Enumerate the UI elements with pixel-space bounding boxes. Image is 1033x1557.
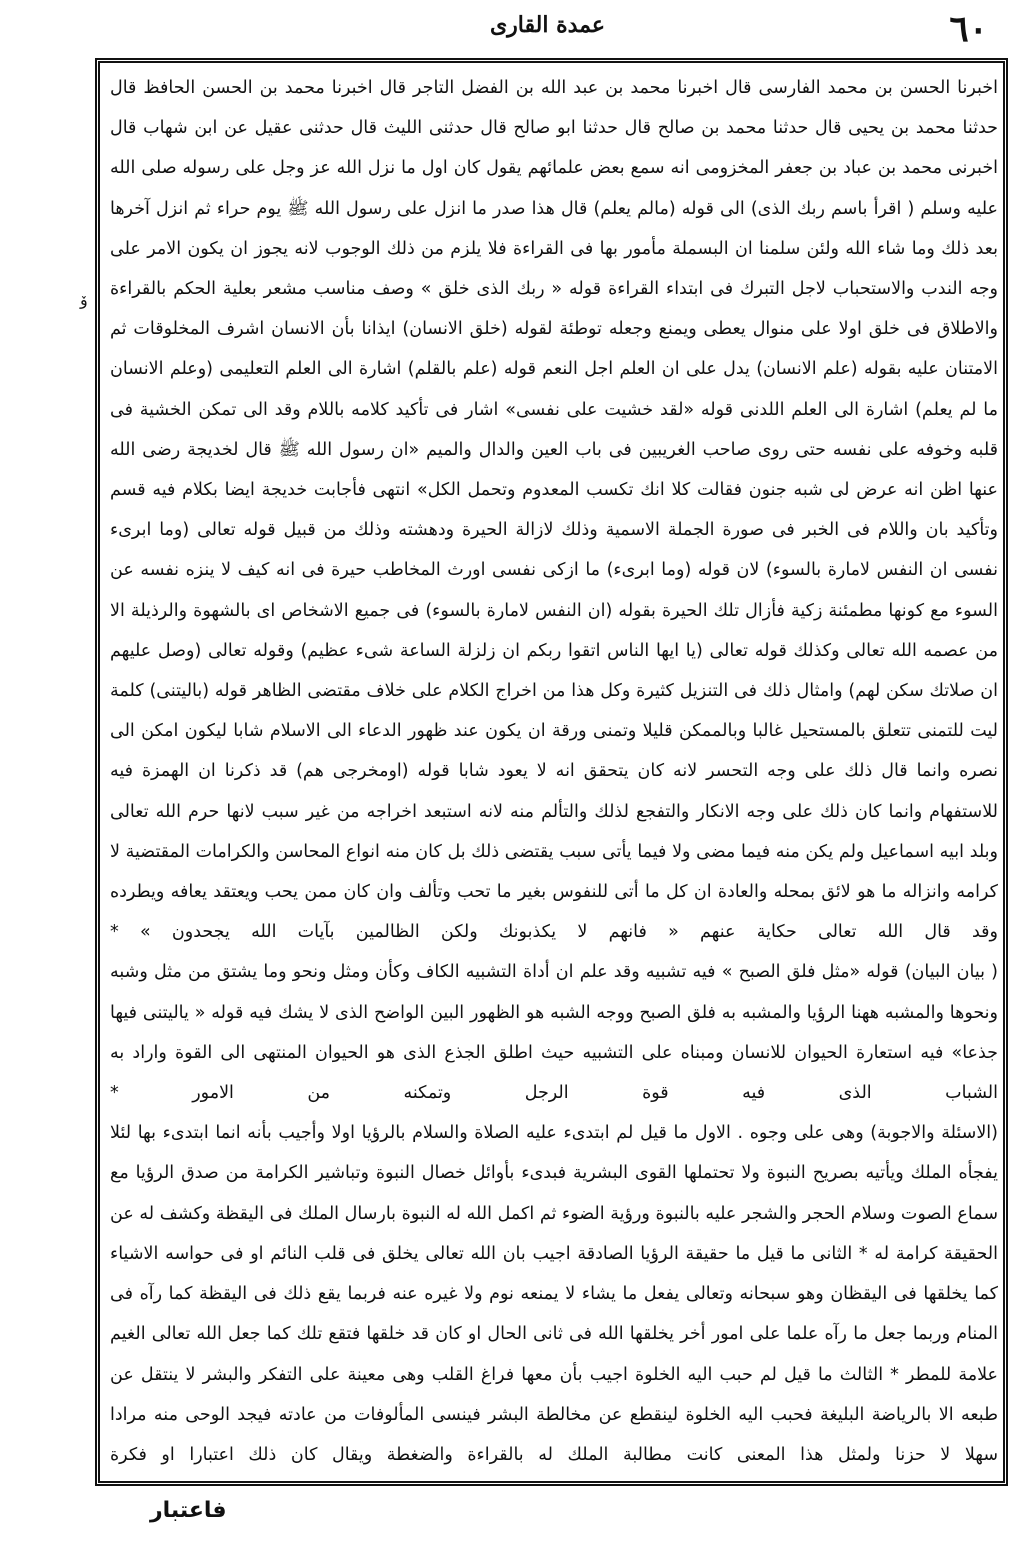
margin-mark: ۆ bbox=[80, 290, 88, 309]
main-text bbox=[110, 68, 998, 1478]
page-number: ٦٠ bbox=[949, 8, 988, 50]
running-title: عمدة القارى bbox=[489, 12, 606, 38]
catchword: فاعتبار bbox=[150, 1498, 227, 1523]
paragraph-questions-answers: (الاسئلة والاجوبة) وهى على وجوه . الاول ما قيل لم ابتدىء عليه الصلاة والسلام بالرؤيا اولا وأجيب بأنه انما ابتدىء بها لئلا يفجأه الملك ويأتيه بصريح النبوة ولا تحتملها القوى البشرية فبدىء بأوائل خصال النبوة وتباشير الكرامة من صدق الرؤيا مع سماع الصوت وسلام الحجر والشجر عليه بالنبوة ورؤية الضوء ثم اكمل الله له النبوة بارسال الملك فى اليقظة وكشف له عن الحقيقة كرامة له * الثانى ما قيل ما حقيقة الرؤيا الصادقة اجيب بان الله تعالى يخلق فى قلب النائم او فى حواسه الاشياء كما يخلقها فى اليقظان وهو سبحانه وتعالى يفعل ما يشاء لا يمنعه نوم ولا غيره عنه فربما يقع ذلك فى اليقظة كما رآه فى المنام وربما جعل ما رآه علما على امور أخر يخلقها الله فى ثانى الحال او كان قد خلقها فتقع تلك كما جعل الله تعالى الغيم علامة للمطر * الثالث ما قيل لم حبب اليه الخلوة اجيب بأن معها فراغ القلب وهى معينة على التفكر والبشر لا ينتقل عن طبعه الا بالرياضة البليغة فحبب اليه الخلوة لينقطع عن مخالطة البشر فينسى المألوفات من عادته فيجد الوحى منه مرادا سهلا لا حزنا ولمثل هذا المعنى كانت مطالبة الملك له بالقراءة والضغطة ويقال كان ذلك اعتبارا او فكرة bbox=[110, 1123, 998, 1465]
page-header bbox=[95, 4, 1000, 54]
paragraph-hadith-commentary: اخبرنا الحسن بن محمد الفارسى قال اخبرنا محمد بن عبد الله بن الفضل التاجر قال اخبرنا محمد بن الحسن الحافظ قال حدثنا محمد بن يحيى قال حدثنا محمد بن صالح قال حدثنا ابو صالح قال حدثنى الليث قال حدثنى عقيل عن ابن شهاب قال اخبرنى محمد بن عباد بن جعفر المخزومى انه سمع بعض علمائهم يقول كان اول ما نزل الله عز وجل على رسوله صلى الله عليه وسلم ( اقرأ باسم ربك الذى) الى قوله (مالم يعلم) قال هذا صدر ما انزل على رسول الله ﷺ يوم حراء ثم انزل آخرها بعد ذلك وما شاء الله ولئن سلمنا ان البسملة مأمور بها فى القراءة فلا يلزم من ذلك الوجوب لانه يجوز ان يكون الامر على وجه الندب والاستحباب لاجل التبرك فى ابتداء القراءة قوله « ربك الذى خلق » وصف مناسب مشعر بعلية الحكم بالقراءة والاطلاق فى خلق اولا على منوال يعطى ويمنع وجعله توطئة لقوله (خلق الانسان) ايذانا بأن الانسان اشرف المخلوقات ثم الامتنان عليه بقوله (علم الانسان) يدل على ان العلم اجل النعم قوله (علم بالقلم) اشارة الى العلم التعليمى (وعلم الانسان ما لم يعلم) اشارة الى العلم اللدنى قوله «لقد خشيت على نفسى» اشار فى تأكيد كلامه باللام وقد الى تمكن الخشية فى قلبه وخوفه على نفسه حتى روى صاحب الغريبين فى باب العين والدال والميم «ان رسول الله ﷺ قال لخديجة رضى الله عنها اظن انه عرض لى شبه جنون فقالت كلا انك تكسب المعدوم وتحمل الكل» انتهى فأجابت خديجة ايضا بكلام فيه قسم وتأكيد بان واللام فى الخبر فى صورة الجملة الاسمية وذلك لازالة الحيرة ودهشته وذلك من قبيل قوله تعالى (وما ابرىء نفسى ان النفس لامارة بالسوء) لان قوله (وما ابرىء) ما ازكى نفسى اورث المخاطب حيرة فى انه كيف لا ينزه نفسه عن السوء مع كونها مطمئنة زكية فأزال تلك الحيرة بقوله (ان النفس لامارة بالسوء) فى جميع الاشخاص اى بالشهوة والرذيلة الا من عصمه الله تعالى وكذلك قوله تعالى (يا ايها الناس اتقوا ربكم ان زلزلة الساعة شىء عظيم) وقوله تعالى (وصل عليهم ان صلاتك سكن لهم) وامثال ذلك فى التنزيل كثيرة وكل هذا من اخراج الكلام على خلاف مقتضى الظاهر قوله (باليتنى) كلمة ليت للتمنى تتعلق بالمستحيل غالبا وبالممكن قليلا وتمنى ورقة ان يكون عند ظهور الدعاء الى الاسلام شابا ليكون امكن الى نصره وانما قال ذلك على وجه التحسر لانه كان يتحقق انه لا يعود شابا قوله (اومخرجى هم) قد ذكرنا ان الهمزة فيه للاستفهام وانما كان ذلك على وجه الانكار والتفجع لذلك والتألم منه لانه استبعد اخراجه من غير سبب لانها حرم الله تعالى وبلد ابيه اسماعيل ولم يكن منه فيما مضى ولا فيما يأتى سبب يقتضى ذلك بل كان منه انواع المحاسن والكرامات المقتضية لا كرامه وانزاله ما هو لائق بمحله والعادة ان كل ما أتى للنفوس بغير ما تحب وتألف وان كان ممن يحب ويعتقد يعافه ويطرده وقد قال الله تعالى حكاية عنهم « فانهم لا يكذبونك ولكن الظالمين بآيات الله يجحدون » * bbox=[110, 78, 998, 943]
paragraph-bayan: ( بيان البيان) قوله «مثل فلق الصبح » فيه تشبيه وقد علم ان أداة التشبيه الكاف وكأن ومثل ونحو وما يشتق من مثل وشبه ونحوها والمشبه ههنا الرؤيا والمشبه به فلق الصبح ووجه الشبه هو الظهور البين الواضح الذى لا يشك فيه قوله « ياليتنى فيها جذعا» فيه استعارة الحيوان للانسان ومبناه على التشبيه حيث اطلق الجذع الذى هو الحيوان المنتهى الى القوة واراد به الشباب الذى فيه قوة الرجل وتمكنه من الامور * bbox=[110, 962, 998, 1104]
